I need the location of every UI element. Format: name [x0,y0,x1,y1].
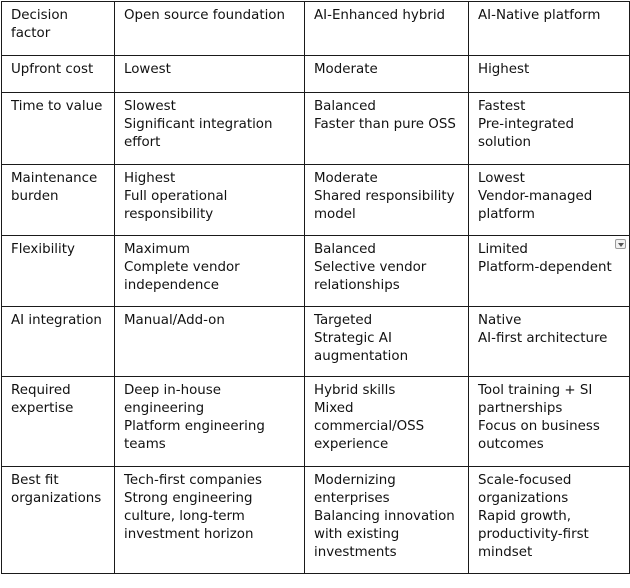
cell-text-line: Rapid growth, [478,509,572,524]
cell-text-line: Upfront cost [11,62,94,77]
header-decision-factor[interactable] [2,2,115,56]
cell-text-line: Targeted [314,313,373,328]
cell-text-line: Fastest [478,99,526,114]
cell-text-line: Maintenance [11,171,98,186]
cell-hybrid[interactable] [305,307,469,377]
cell-open-source[interactable] [115,93,305,165]
cell-text-line: independence [124,278,219,293]
cell-text-line: solution [478,135,532,150]
cell-text-line: expertise [11,401,74,416]
cell-text-line: Balanced [314,99,376,114]
cell-text-line: Deep in-house [124,383,221,398]
cell-native[interactable] [469,377,630,467]
cell-text-line: responsibility [124,207,214,222]
cell-text-line: mindset [478,545,533,560]
header-text-line: Decision [11,8,69,23]
cell-open-source[interactable] [115,165,305,236]
header-ai-enhanced-hybrid[interactable] [305,2,469,56]
comparison-table [1,1,630,574]
cell-text-line: engineering [124,401,205,416]
cell-text-line: Lowest [124,62,171,77]
cell-hybrid[interactable] [305,467,469,574]
cell-factor[interactable] [2,236,115,307]
cell-text-line: Focus on business [478,419,600,434]
cell-text-line: platform [478,207,535,222]
cell-text-line: Strategic AI [314,331,392,346]
cell-text-line: Flexibility [11,242,75,257]
cell-factor[interactable] [2,377,115,467]
table-row [2,93,630,165]
cell-text-line: teams [124,437,166,452]
header-text-line: factor [11,26,51,41]
cell-factor[interactable] [2,165,115,236]
table-row [2,165,630,236]
cell-text-line: Pre-integrated [478,117,575,132]
cell-text-line: Scale-focused [478,473,572,488]
cell-text-line: culture, long-term [124,509,245,524]
cell-text-line: Limited [478,242,528,257]
cell-text-line: AI-first architecture [478,331,608,346]
cell-text-line: Strong engineering [124,491,253,506]
chevron-down-icon[interactable] [615,239,626,249]
cell-text-line: Maximum [124,242,190,257]
cell-factor[interactable] [2,307,115,377]
cell-text-line: Shared responsibility [314,189,455,204]
cell-text-line: Mixed [314,401,354,416]
cell-text-line: Lowest [478,171,525,186]
cell-open-source[interactable] [115,467,305,574]
cell-text-line: Balancing innovation [314,509,455,524]
cell-hybrid[interactable] [305,56,469,93]
cell-native[interactable] [469,236,630,307]
cell-text-line: outcomes [478,437,544,452]
cell-text-line: Tech-first companies [124,473,262,488]
cell-text-line: Manual/Add-on [124,313,225,328]
cell-text-line: productivity-first [478,527,589,542]
cell-text-line: Slowest [124,99,176,114]
cell-text-line: Moderate [314,171,378,186]
header-ai-native-platform[interactable] [469,2,630,56]
cell-text-line: augmentation [314,349,409,364]
header-text-line: AI-Enhanced hybrid [314,8,446,23]
cell-text-line: AI integration [11,313,102,328]
cell-text-line: Required [11,383,71,398]
table-row [2,236,630,307]
cell-factor[interactable] [2,93,115,165]
cell-open-source[interactable] [115,56,305,93]
cell-text-line: organizations [11,491,102,506]
cell-text-line: Platform engineering [124,419,265,434]
cell-hybrid[interactable] [305,165,469,236]
cell-native[interactable] [469,93,630,165]
cell-text-line: Significant integration [124,117,273,132]
cell-text-line: enterprises [314,491,390,506]
cell-open-source[interactable] [115,307,305,377]
cell-text-line: Platform-dependent [478,260,612,275]
table-row [2,307,630,377]
cell-native[interactable] [469,56,630,93]
header-text-line: Open source foundation [124,8,285,23]
cell-hybrid[interactable] [305,236,469,307]
cell-open-source[interactable] [115,377,305,467]
cell-text-line: Modernizing [314,473,396,488]
cell-text-line: Selective vendor [314,260,427,275]
cell-text-line: organizations [478,491,569,506]
cell-text-line: investments [314,545,397,560]
cell-text-line: Faster than pure OSS [314,117,456,132]
cell-native[interactable] [469,165,630,236]
cell-text-line: investment horizon [124,527,254,542]
cell-text-line: Complete vendor [124,260,240,275]
cell-text-line: Highest [478,62,530,77]
cell-text-line: relationships [314,278,400,293]
cell-native[interactable] [469,467,630,574]
cell-text-line: Hybrid skills [314,383,396,398]
cell-text-line: burden [11,189,59,204]
cell-text-line: Vendor-managed [478,189,593,204]
table-header-row [2,2,630,56]
cell-text-line: Highest [124,171,176,186]
cell-text-line: Moderate [314,62,378,77]
cell-text-line: Time to value [11,99,103,114]
cell-text-line: Balanced [314,242,376,257]
cell-text-line: Tool training + SI [478,383,593,398]
cell-open-source[interactable] [115,236,305,307]
cell-text-line: with existing [314,527,400,542]
cell-text-line: effort [124,135,161,150]
table-row [2,56,630,93]
cell-text-line: experience [314,437,389,452]
table-row [2,467,630,574]
cell-text-line: partnerships [478,401,563,416]
cell-factor[interactable] [2,56,115,93]
cell-text-line: Full operational [124,189,228,204]
cell-hybrid[interactable] [305,93,469,165]
header-open-source[interactable] [115,2,305,56]
cell-text-line: model [314,207,356,222]
cell-hybrid[interactable] [305,377,469,467]
table-row [2,377,630,467]
header-text-line: AI-Native platform [478,8,601,23]
cell-text-line: Best fit [11,473,59,488]
cell-text-line: Native [478,313,522,328]
comparison-table-container [0,1,630,588]
cell-factor[interactable] [2,467,115,574]
cell-native[interactable] [469,307,630,377]
cell-text-line: commercial/OSS [314,419,425,434]
